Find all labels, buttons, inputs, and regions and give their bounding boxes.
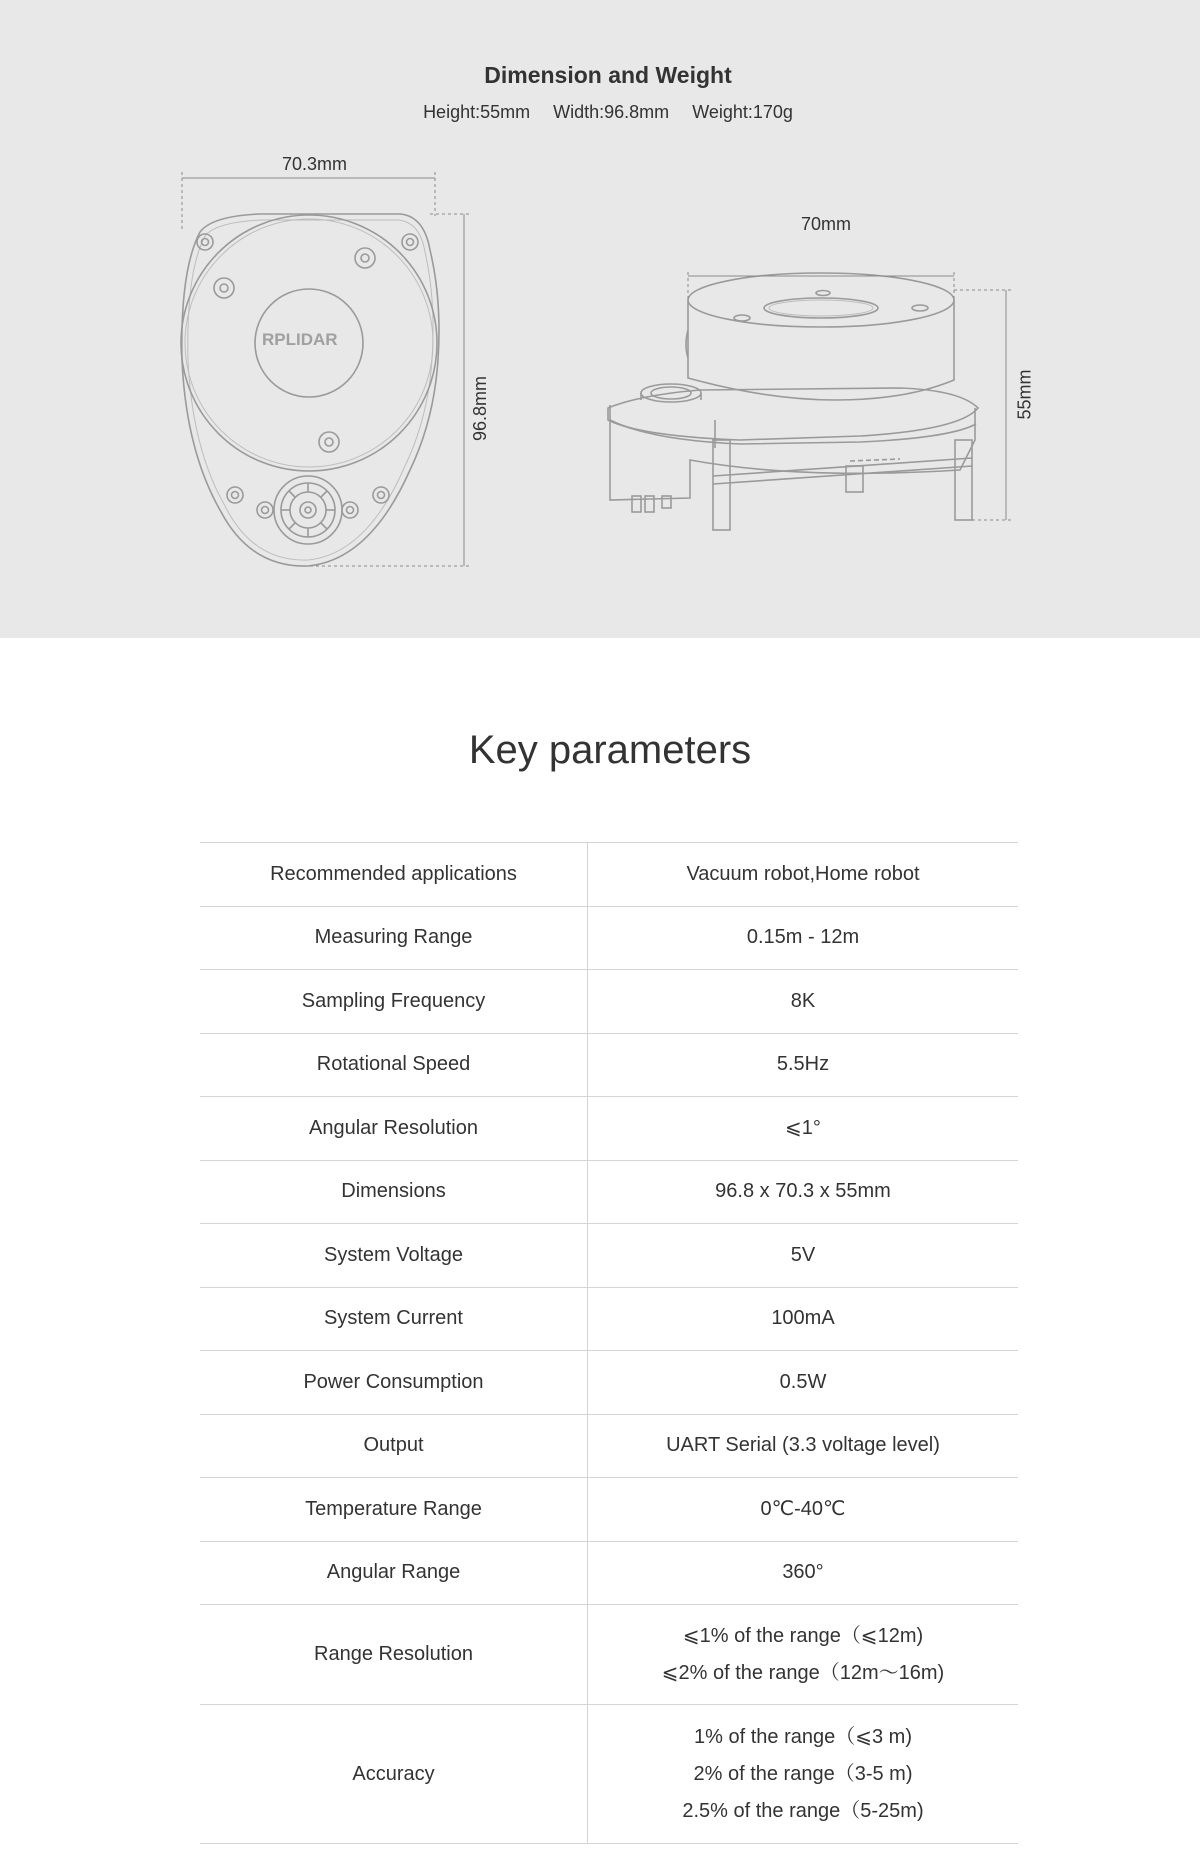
param-value [588, 1097, 1019, 1161]
param-value [588, 1705, 1019, 1844]
side-view-base [608, 384, 978, 500]
side-width-label: 70mm [801, 214, 852, 234]
table-row [200, 906, 1018, 970]
param-name: Accuracy [200, 1705, 588, 1844]
param-name: Temperature Range [200, 1478, 588, 1542]
param-value [588, 1160, 1019, 1224]
param-name: Rotational Speed [200, 1033, 588, 1097]
param-value-line: ⩽1° [785, 1116, 821, 1139]
param-value-line: ⩽2% of the range（12m～16m) [661, 1661, 945, 1684]
param-value [588, 1605, 1019, 1705]
param-value-line: 0.5W [779, 1370, 827, 1393]
table-row [200, 1605, 1018, 1705]
param-value [588, 1351, 1019, 1415]
param-value-line: ⩽1% of the range（⩽12m) [682, 1624, 924, 1647]
lidar-drawing [0, 0, 1200, 638]
table-row [200, 1705, 1018, 1844]
table-row [200, 843, 1018, 907]
table-row [200, 1478, 1018, 1542]
top-view-motor [274, 476, 342, 544]
param-value-line: 96.8 x 70.3 x 55mm [715, 1180, 891, 1203]
param-name: Output [200, 1414, 588, 1478]
table-row [200, 1541, 1018, 1605]
top-height-label: 96.8mm [470, 375, 491, 442]
param-value-line: 8K [790, 989, 816, 1012]
table-row [200, 1033, 1018, 1097]
param-value [588, 1224, 1019, 1288]
param-value-line: 0.15m - 12m [746, 926, 860, 949]
param-value-line: Vacuum robot,Home robot [686, 862, 920, 885]
table-row [200, 1224, 1018, 1288]
table-row [200, 1287, 1018, 1351]
table-row [200, 1414, 1018, 1478]
param-name: Angular Resolution [200, 1097, 588, 1161]
weight-spec: Weight:170g [692, 102, 793, 122]
param-name: Angular Range [200, 1541, 588, 1605]
param-name: System Current [200, 1287, 588, 1351]
height-spec: Height:55mm [423, 102, 531, 122]
side-height-label: 55mm [1014, 369, 1035, 420]
param-value-line: 2% of the range（3-5 m) [693, 1762, 913, 1785]
param-name: Dimensions [200, 1160, 588, 1224]
key-parameters-table [200, 842, 1018, 1844]
table-row [200, 1097, 1018, 1161]
param-value [588, 1541, 1019, 1605]
width-spec: Width:96.8mm [553, 102, 670, 122]
param-value [588, 970, 1019, 1034]
param-name: Measuring Range [200, 906, 588, 970]
param-name: Range Resolution [200, 1605, 588, 1705]
param-value [588, 906, 1019, 970]
param-value-line: 5V [790, 1243, 816, 1266]
param-value-line: 2.5% of the range（5-25m) [682, 1799, 924, 1822]
table-row [200, 970, 1018, 1034]
param-value [588, 1478, 1019, 1542]
table-row [200, 1351, 1018, 1415]
param-name: Power Consumption [200, 1351, 588, 1415]
key-parameters-title: Key parameters [468, 728, 752, 772]
dimension-hero [0, 0, 1200, 638]
top-logo-text: RPLIDAR [262, 330, 338, 349]
param-value [588, 1414, 1019, 1478]
param-value-line: UART Serial (3.3 voltage level) [666, 1434, 940, 1457]
param-value-line: 5.5Hz [776, 1053, 830, 1076]
param-value [588, 1033, 1019, 1097]
side-view-legs [632, 440, 972, 530]
table-row [200, 1160, 1018, 1224]
side-view-scanner-head [686, 273, 954, 400]
param-value-line: 0℃-40℃ [760, 1497, 846, 1520]
param-name: Sampling Frequency [200, 970, 588, 1034]
dimension-title: Dimension and Weight [484, 62, 732, 88]
param-name: System Voltage [200, 1224, 588, 1288]
param-value-line: 100mA [771, 1307, 835, 1330]
param-name: Recommended applications [200, 843, 588, 907]
param-value [588, 1287, 1019, 1351]
param-value-line: 1% of the range（⩽3 m) [694, 1725, 912, 1748]
top-view-outline [181, 214, 439, 566]
param-value [588, 843, 1019, 907]
param-value-line: 360° [782, 1561, 824, 1584]
top-width-label: 70.3mm [282, 154, 348, 174]
